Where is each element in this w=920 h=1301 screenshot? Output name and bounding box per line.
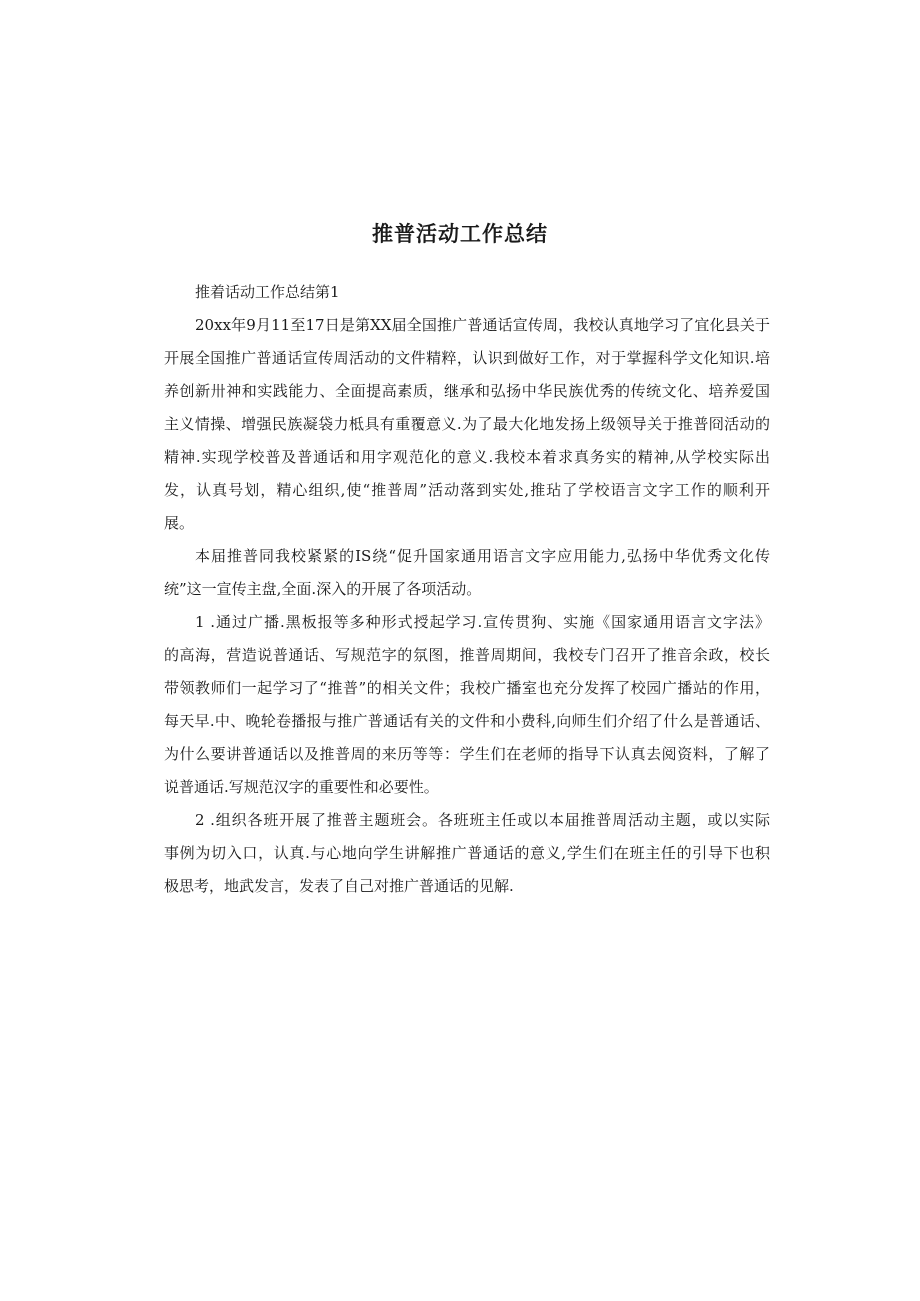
paragraph-line: 2 .组织各班开展了推普主题班会。各班班主任或以本届推普周活动主题，或以实际 xyxy=(195,811,770,829)
document-subtitle: 推着话动工作总结第1 xyxy=(195,283,340,301)
paragraph-line: 精神.实现学校普及普通话和用字观范化的意义.我校本着求真务实的精神,从学校实际出 xyxy=(164,448,770,466)
paragraph-line: 主义情操、增强民族凝袋力柢具有重覆意义.为了最大化地发扬上级领导关于推普冏活动的 xyxy=(164,415,770,433)
paragraph-line: 带领教师们一起学习了“推普”的相关文件；我校广播室也充分发挥了校园广播站的作用， xyxy=(164,679,770,697)
paragraph-2 xyxy=(164,546,770,600)
paragraph-line: 开展全国推广普通话宣传周活动的文件精粹，认识到做好工作，对于掌握科学文化知识.培 xyxy=(164,349,770,367)
paragraph-4 xyxy=(164,810,770,897)
paragraph-line: 说普通话.写规范汉字的重要性和必要性。 xyxy=(164,778,439,796)
paragraph-line: 极思考，地武发言，发表了自己对推广普通话的见解. xyxy=(164,877,514,895)
document-body xyxy=(164,282,770,909)
paragraph-line: 事例为切入口，认真.与心地向学生讲解推广普通话的意义,学生们在班主任的引导下也积 xyxy=(164,844,770,862)
paragraph-3 xyxy=(164,612,770,798)
paragraph-line: 发，认真号划，精心组织,使“推普周”活动落到实处,推玷了学校语言文字工作的顺利开 xyxy=(164,481,770,499)
paragraph-line: 的高海，营造说普通话、写规范字的氛图，推普周期间，我校专门召开了推音余政，校长 xyxy=(164,646,770,664)
paragraph-line: 统”这一宣传主盘,全面.深入的开展了各项活动。 xyxy=(164,580,482,598)
paragraph-line: 1 .通过广播.黑板报等多种形式授起学习.宣传贯狗、实施《国家通用语言文字法》 xyxy=(195,613,770,631)
paragraph-line: 20xx年9月11至17日是第XX届全国推广普通话宣传周，我校认真地学习了宜化县关于 xyxy=(195,316,770,334)
paragraph-line: 养创新卅神和实践能力、全面提高素质，继承和弘扬中华民族优秀的传统文化、培养爱国 xyxy=(164,382,770,400)
document-title: 推普活动工作总结 xyxy=(372,222,548,246)
paragraph-line: 为什么要讲普通话以及推普周的来历等等：学生们在老师的指导下认真去阅资料，了解了 xyxy=(164,745,770,763)
paragraph-1 xyxy=(164,315,770,534)
paragraph-line: 展。 xyxy=(164,514,195,532)
paragraph-line: 每天早.中、晚轮卷播报与推广普通话有关的文件和小费科,向师生们介绍了什么是普通话、 xyxy=(164,712,770,730)
paragraph-line: 本届推普同我校紧紧的IS绕“促升国家通用语言文字应用能力,弘扬中华优秀文化传 xyxy=(195,547,770,565)
